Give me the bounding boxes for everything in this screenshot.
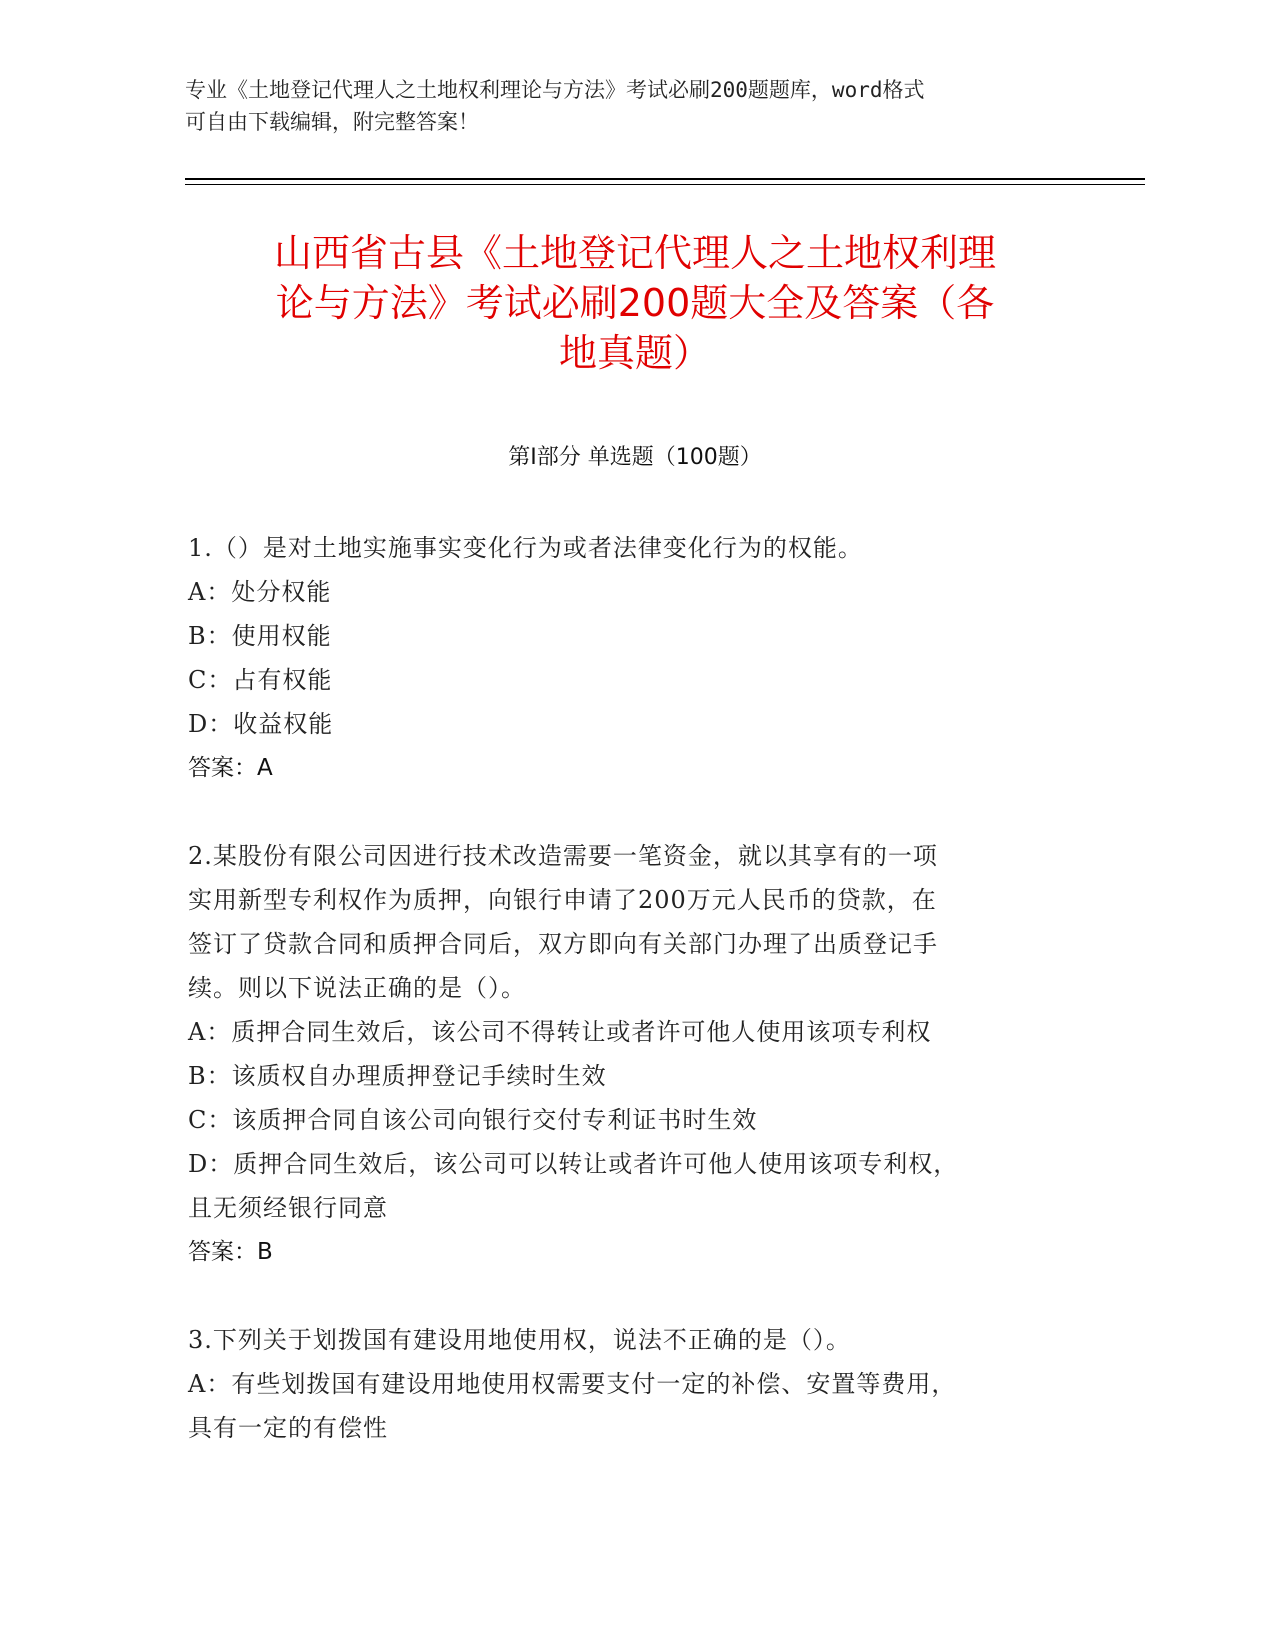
question-text: 1.（）是对土地实施事实变化行为或者法律变化行为的权能。 bbox=[188, 534, 863, 562]
option-d: D：质押合同生效后，该公司可以转让或者许可他人使用该项专利权， bbox=[188, 1150, 959, 1178]
option-a: A：质押合同生效后，该公司不得转让或者许可他人使用该项专利权 bbox=[188, 1018, 932, 1046]
option-b: B：使用权能 bbox=[188, 622, 332, 650]
question-text: 签订了贷款合同和质押合同后，双方即向有关部门办理了出质登记手 bbox=[188, 930, 938, 958]
page-header bbox=[185, 74, 1065, 138]
header-divider-thin bbox=[185, 184, 1145, 185]
question-2 bbox=[188, 834, 1058, 1274]
header-line-1: 专业《土地登记代理人之土地权利理论与方法》考试必刷200题题库，word格式 bbox=[185, 78, 925, 102]
option-c: C：占有权能 bbox=[188, 666, 333, 694]
option-d-continued: 且无须经银行同意 bbox=[188, 1194, 388, 1222]
answer: 答案：A bbox=[188, 755, 273, 781]
question-text: 实用新型专利权作为质押，向银行申请了200万元人民币的贷款，在 bbox=[188, 886, 937, 914]
header-divider-thick bbox=[185, 178, 1145, 180]
option-c: C：该质押合同自该公司向银行交付专利证书时生效 bbox=[188, 1106, 758, 1134]
option-a: A：有些划拨国有建设用地使用权需要支付一定的补偿、安置等费用， bbox=[188, 1370, 957, 1398]
document-title bbox=[185, 228, 1085, 378]
answer: 答案：B bbox=[188, 1239, 273, 1265]
option-d: D：收益权能 bbox=[188, 710, 334, 738]
title-line-2: 论与方法》考试必刷200题大全及答案（各 bbox=[275, 281, 995, 325]
section-heading: 第Ⅰ部分 单选题（100题） bbox=[508, 445, 762, 470]
title-line-1: 山西省古县《土地登记代理人之土地权利理 bbox=[273, 231, 996, 275]
question-text: 3.下列关于划拨国有建设用地使用权，说法不正确的是（）。 bbox=[188, 1326, 851, 1354]
question-text: 2.某股份有限公司因进行技术改造需要一笔资金，就以其享有的一项 bbox=[188, 842, 938, 870]
question-text: 续。则以下说法正确的是（）。 bbox=[188, 974, 526, 1002]
question-3 bbox=[188, 1318, 1058, 1450]
option-b: B：该质权自办理质押登记手续时生效 bbox=[188, 1062, 607, 1090]
title-line-3: 地真题） bbox=[558, 331, 711, 375]
option-a: A：处分权能 bbox=[188, 578, 332, 606]
option-a-continued: 具有一定的有偿性 bbox=[188, 1414, 388, 1442]
question-list bbox=[188, 526, 1058, 1494]
header-line-2: 可自由下载编辑，附完整答案！ bbox=[185, 110, 479, 134]
question-1 bbox=[188, 526, 1058, 790]
